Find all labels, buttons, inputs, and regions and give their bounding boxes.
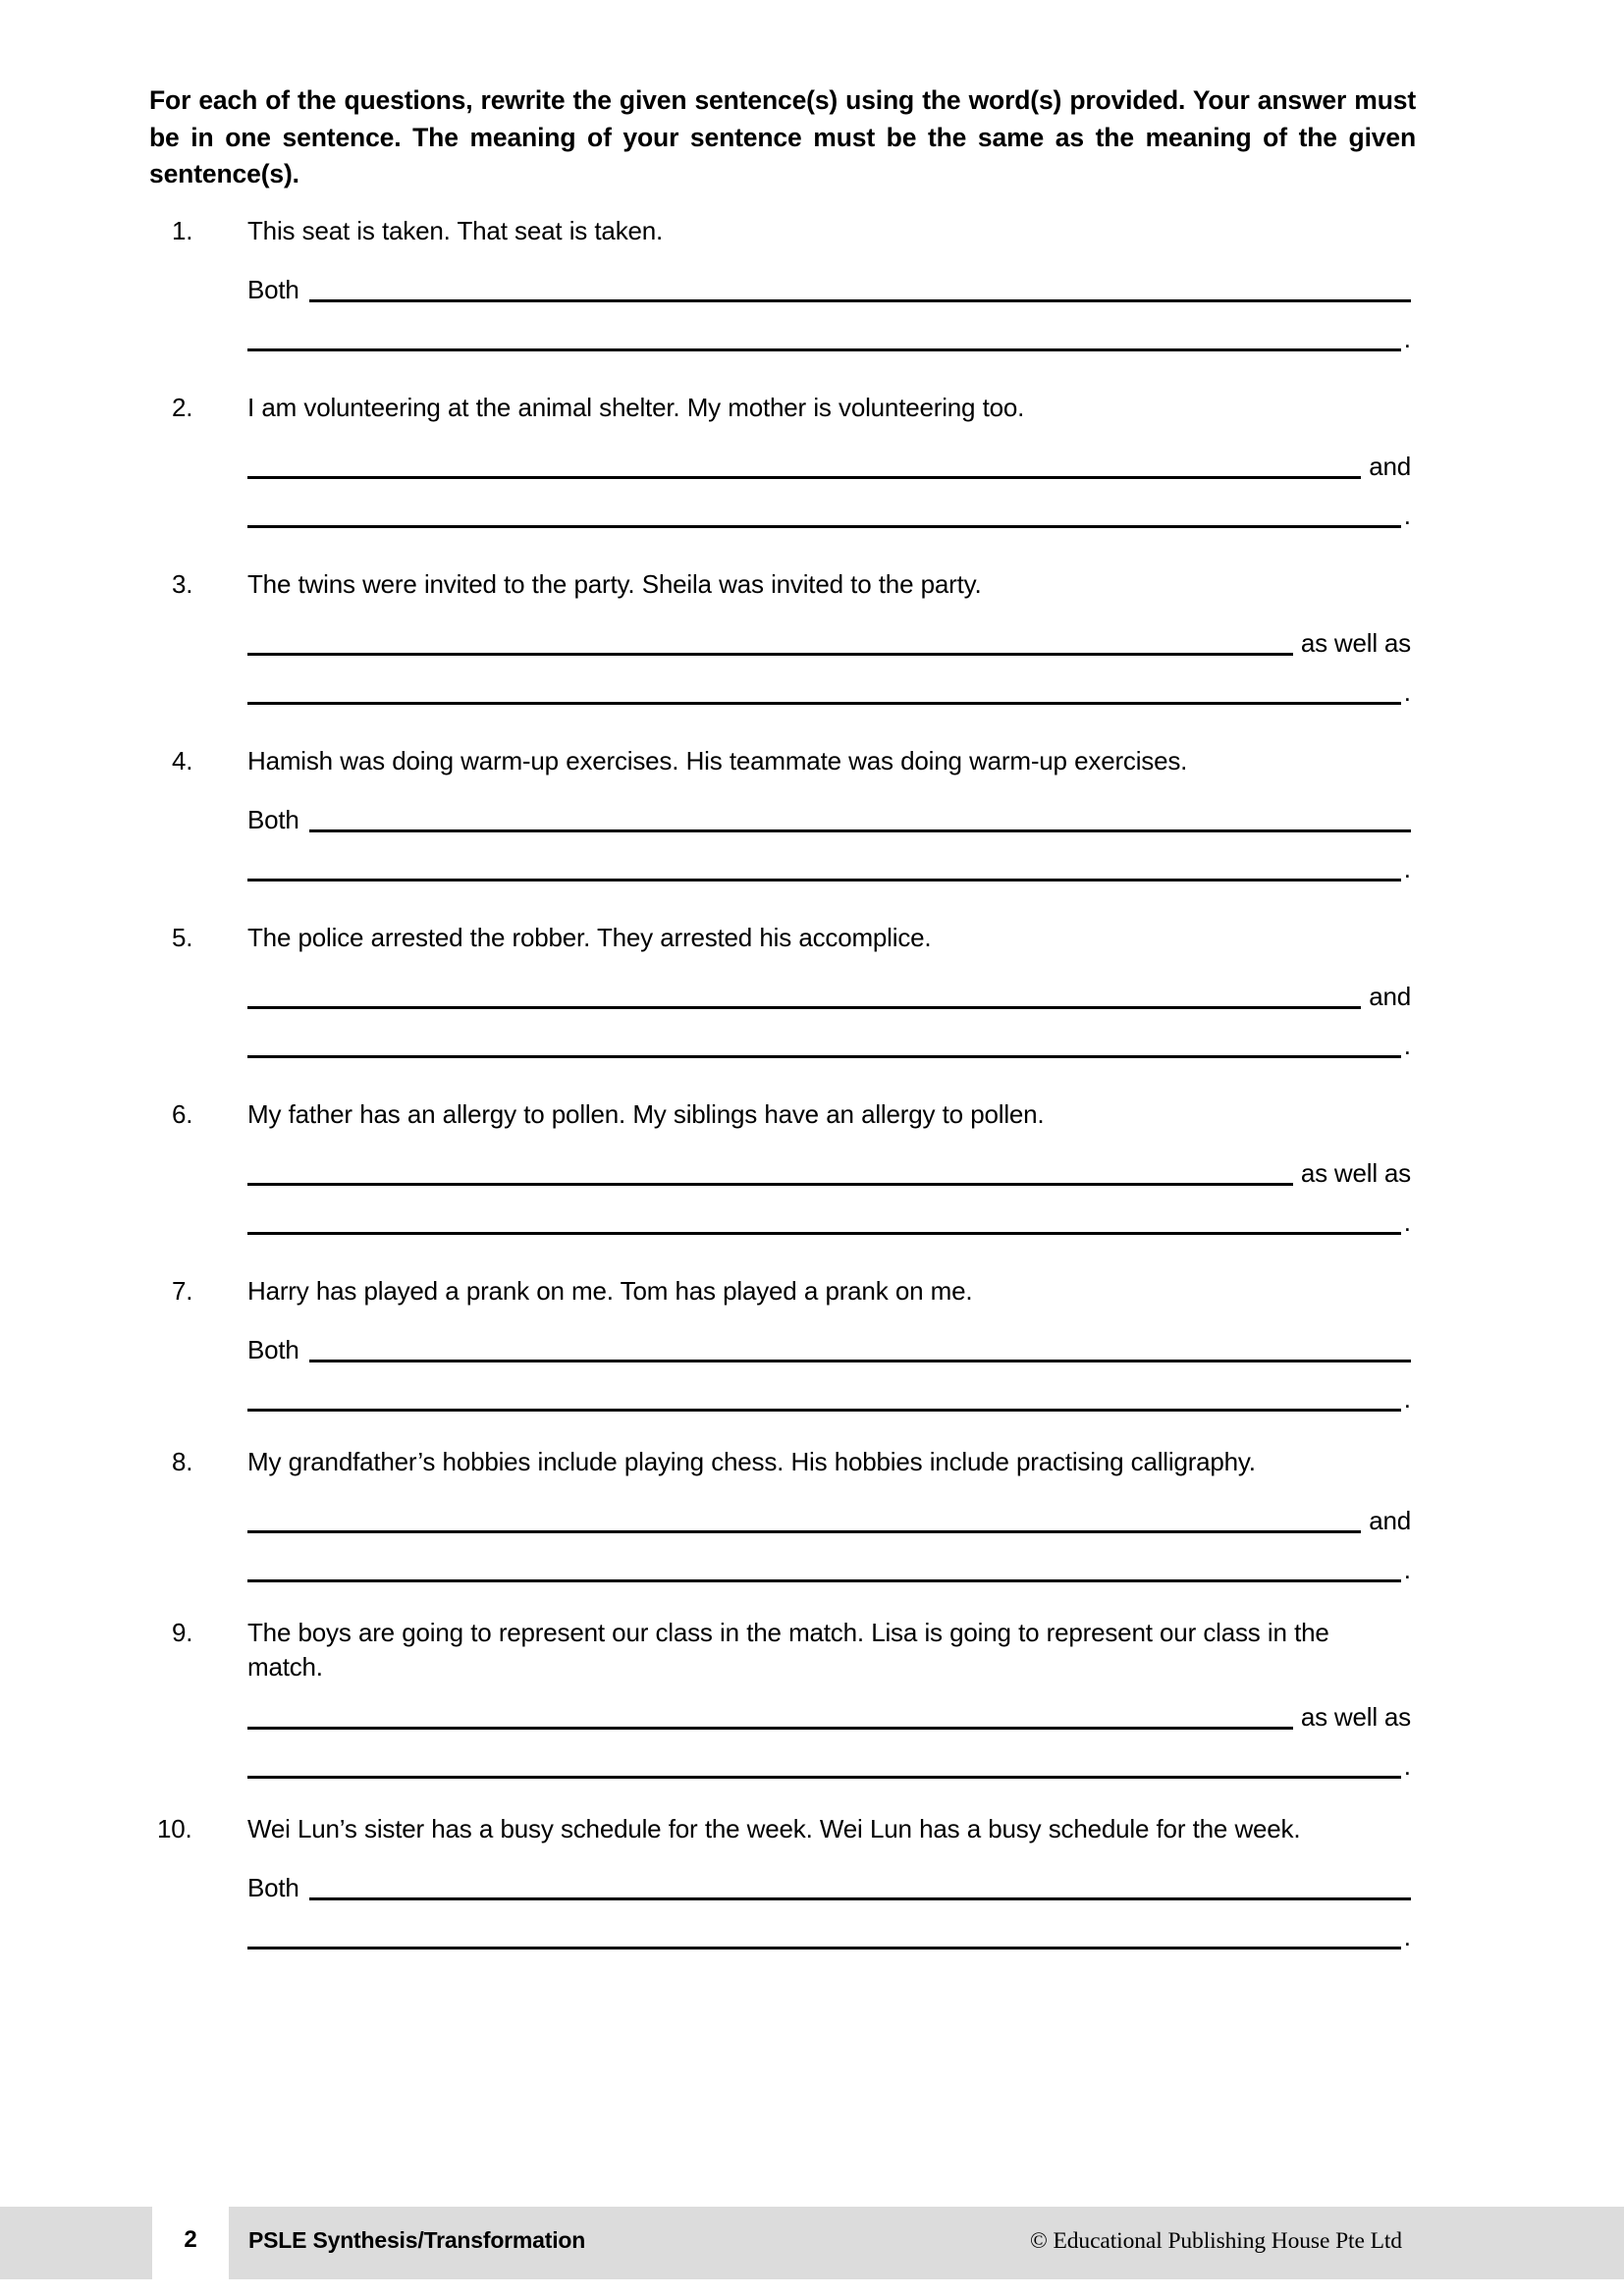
answer-area bbox=[247, 1488, 1411, 1586]
answer-line-2[interactable] bbox=[247, 1537, 1411, 1586]
answer-keyword: Both bbox=[247, 275, 299, 304]
question-number: 3. bbox=[172, 569, 193, 599]
question-prompt bbox=[0, 921, 1624, 964]
answer-keyword: and bbox=[1369, 1506, 1411, 1535]
question-number: 5. bbox=[172, 923, 193, 952]
answer-line-1[interactable] bbox=[247, 1488, 1411, 1537]
question-prompt bbox=[0, 1616, 1624, 1684]
answer-rule[interactable] bbox=[309, 1897, 1411, 1900]
answer-end-punctuation: . bbox=[1403, 1207, 1411, 1237]
answer-end-punctuation: . bbox=[1403, 1750, 1411, 1781]
answer-end-punctuation: . bbox=[1403, 501, 1411, 530]
question-item bbox=[0, 1097, 1624, 1239]
answer-keyword: Both bbox=[247, 1872, 299, 1902]
question-prompt bbox=[0, 1812, 1624, 1855]
question-sentence: Hamish was doing warm-up exercises. His teammate was doing warm-up exercises. bbox=[247, 746, 1188, 775]
answer-rule[interactable] bbox=[247, 653, 1293, 656]
question-sentence: Harry has played a prank on me. Tom has played a prank on me. bbox=[247, 1276, 973, 1306]
answer-end-punctuation: . bbox=[1403, 1555, 1411, 1584]
page-number: 2 bbox=[184, 2226, 197, 2253]
answer-area bbox=[247, 1141, 1411, 1239]
answer-area bbox=[247, 257, 1411, 355]
answer-keyword: as well as bbox=[1300, 628, 1411, 658]
question-number: 1. bbox=[172, 216, 193, 245]
answer-line-2[interactable] bbox=[247, 1366, 1411, 1415]
answer-line-2[interactable] bbox=[247, 1734, 1411, 1783]
answer-rule[interactable] bbox=[247, 525, 1401, 528]
question-number: 7. bbox=[172, 1276, 193, 1306]
answer-line-1[interactable] bbox=[247, 1855, 1411, 1904]
question-number: 2. bbox=[172, 393, 193, 422]
question-sentence: My father has an allergy to pollen. My siblings have an allergy to pollen. bbox=[247, 1099, 1045, 1129]
question-item bbox=[0, 1274, 1624, 1415]
answer-area bbox=[247, 611, 1411, 709]
answer-area bbox=[247, 1684, 1411, 1783]
question-prompt bbox=[0, 214, 1624, 257]
question-number: 9. bbox=[172, 1618, 193, 1647]
answer-rule[interactable] bbox=[309, 829, 1411, 832]
answer-area bbox=[247, 964, 1411, 1062]
question-sentence: Wei Lun’s sister has a busy schedule for the week. Wei Lun has a busy schedule for the week. bbox=[247, 1813, 1301, 1843]
answer-rule[interactable] bbox=[247, 1055, 1401, 1058]
question-sentence: The boys are going to represent our class in the match. Lisa is going to represent our class in the match. bbox=[247, 1618, 1329, 1682]
answer-keyword: and bbox=[1369, 982, 1411, 1011]
answer-line-1[interactable] bbox=[247, 1317, 1411, 1366]
answer-end-punctuation: . bbox=[1403, 1921, 1411, 1951]
answer-keyword: Both bbox=[247, 1335, 299, 1364]
instructions-heading: For each of the questions, rewrite the given sentence(s) using the word(s) provided. Your answer must be in one sentence. The meaning of your sentence must be the same as the meaning of the given sentence(s). bbox=[149, 85, 1416, 189]
answer-end-punctuation: . bbox=[1403, 324, 1411, 353]
question-prompt bbox=[0, 391, 1624, 434]
answer-end-punctuation: . bbox=[1403, 677, 1411, 707]
answer-rule[interactable] bbox=[247, 1776, 1401, 1779]
question-item bbox=[0, 1445, 1624, 1586]
answer-keyword: Both bbox=[247, 805, 299, 834]
question-number: 10. bbox=[157, 1813, 192, 1843]
answer-keyword: and bbox=[1369, 452, 1411, 481]
answer-line-2[interactable] bbox=[247, 836, 1411, 885]
answer-line-1[interactable] bbox=[247, 611, 1411, 660]
answer-rule[interactable] bbox=[247, 1579, 1401, 1582]
answer-rule[interactable] bbox=[247, 348, 1401, 351]
answer-line-1[interactable] bbox=[247, 1141, 1411, 1190]
question-item bbox=[0, 567, 1624, 709]
question-item bbox=[0, 744, 1624, 885]
answer-rule[interactable] bbox=[247, 1183, 1293, 1186]
question-number: 6. bbox=[172, 1099, 193, 1129]
question-sentence: The twins were invited to the party. Sheila was invited to the party. bbox=[247, 569, 982, 599]
question-sentence: This seat is taken. That seat is taken. bbox=[247, 216, 664, 245]
answer-end-punctuation: . bbox=[1403, 1031, 1411, 1060]
answer-rule[interactable] bbox=[309, 299, 1411, 302]
question-item bbox=[0, 921, 1624, 1062]
question-prompt bbox=[0, 744, 1624, 787]
answer-line-1[interactable] bbox=[247, 1684, 1411, 1734]
answer-line-2[interactable] bbox=[247, 1904, 1411, 1953]
question-number: 4. bbox=[172, 746, 193, 775]
answer-area bbox=[247, 1317, 1411, 1415]
answer-end-punctuation: . bbox=[1403, 1384, 1411, 1414]
answer-line-2[interactable] bbox=[247, 660, 1411, 709]
question-item bbox=[0, 1812, 1624, 1953]
answer-rule[interactable] bbox=[309, 1360, 1411, 1362]
answer-rule[interactable] bbox=[247, 1006, 1361, 1009]
answer-area bbox=[247, 1855, 1411, 1953]
answer-rule[interactable] bbox=[247, 1947, 1401, 1949]
question-sentence: I am volunteering at the animal shelter. My mother is volunteering too. bbox=[247, 393, 1025, 422]
answer-rule[interactable] bbox=[247, 879, 1401, 881]
answer-line-1[interactable] bbox=[247, 434, 1411, 483]
question-number: 8. bbox=[172, 1447, 193, 1476]
question-prompt bbox=[0, 1274, 1624, 1317]
question-sentence: The police arrested the robber. They arrested his accomplice. bbox=[247, 923, 932, 952]
answer-rule[interactable] bbox=[247, 1232, 1401, 1235]
answer-line-1[interactable] bbox=[247, 964, 1411, 1013]
answer-rule[interactable] bbox=[247, 1409, 1401, 1412]
question-sentence: My grandfather’s hobbies include playing chess. His hobbies include practising calligraphy. bbox=[247, 1447, 1256, 1476]
footer-title: PSLE Synthesis/Transformation bbox=[248, 2227, 586, 2253]
question-prompt bbox=[0, 567, 1624, 611]
answer-rule[interactable] bbox=[247, 1727, 1293, 1730]
answer-line-1[interactable] bbox=[247, 257, 1411, 306]
answer-area bbox=[247, 787, 1411, 885]
answer-rule[interactable] bbox=[247, 1530, 1361, 1533]
answer-line-1[interactable] bbox=[247, 787, 1411, 836]
answer-line-2[interactable] bbox=[247, 306, 1411, 355]
answer-area bbox=[247, 434, 1411, 532]
answer-line-2[interactable] bbox=[247, 1190, 1411, 1239]
answer-rule[interactable] bbox=[247, 476, 1361, 479]
answer-rule[interactable] bbox=[247, 702, 1401, 705]
question-list bbox=[0, 214, 1624, 1953]
answer-keyword: as well as bbox=[1300, 1158, 1411, 1188]
question-prompt bbox=[0, 1097, 1624, 1141]
question-item bbox=[0, 1616, 1624, 1783]
question-prompt bbox=[0, 1445, 1624, 1488]
question-item bbox=[0, 214, 1624, 355]
answer-end-punctuation: . bbox=[1403, 854, 1411, 883]
answer-keyword: as well as bbox=[1300, 1701, 1411, 1732]
footer-copyright: © Educational Publishing House Pte Ltd bbox=[1030, 2228, 1402, 2254]
question-item bbox=[0, 391, 1624, 532]
answer-line-2[interactable] bbox=[247, 1013, 1411, 1062]
answer-line-2[interactable] bbox=[247, 483, 1411, 532]
